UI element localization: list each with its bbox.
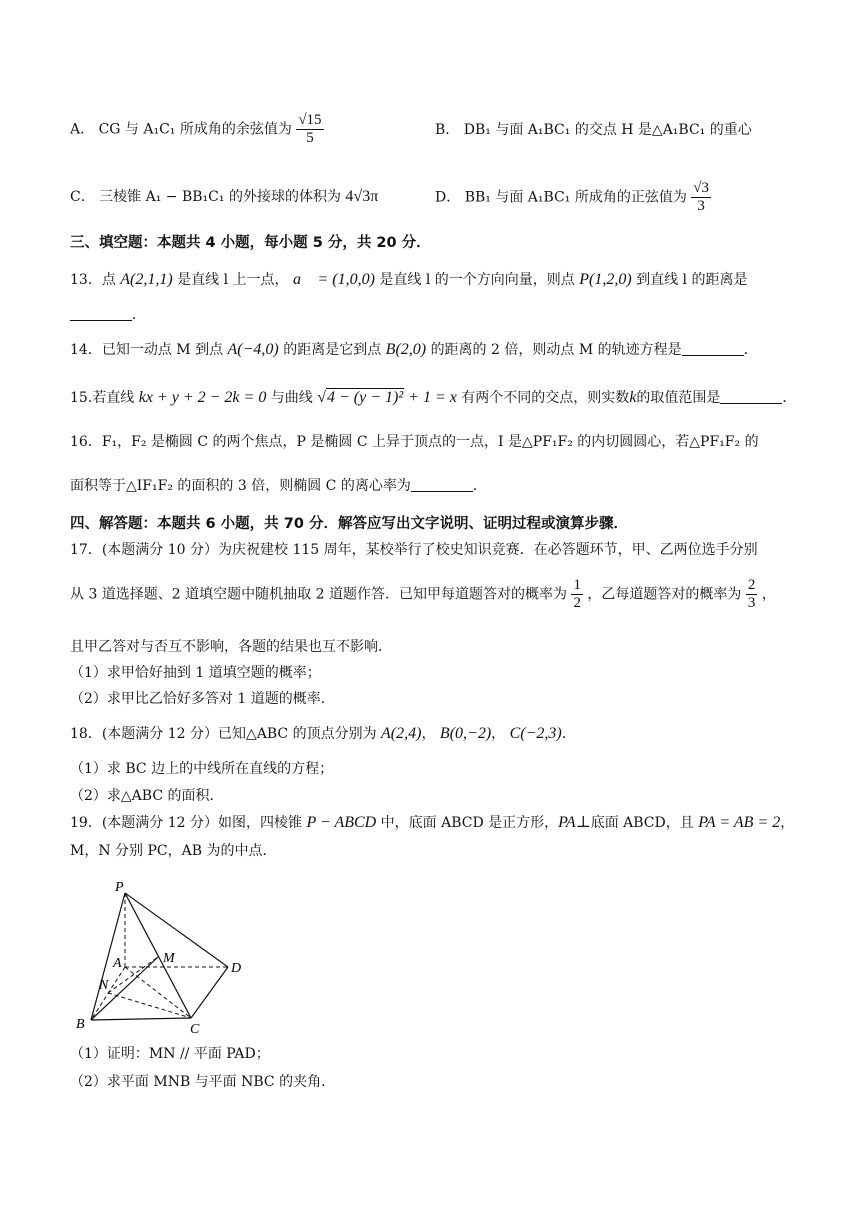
q16-answer-blank[interactable] (411, 477, 473, 492)
q17-fraction-1: $\frac{1}{2}$ (573, 577, 581, 611)
q17-line3: 且甲乙答对与否互不影响，各题的结果也互不影响． (70, 639, 392, 655)
q18-point-a: A(2,4) (381, 725, 422, 742)
label-m: M (163, 951, 175, 966)
option-a-label: A． (70, 121, 95, 138)
q19-part2: （2）求平面 MNB 与平面 NBC 的夹角． (70, 1074, 336, 1090)
q19-part1: （1）证明：MN // 平面 PAD； (70, 1046, 270, 1062)
label-a: A (113, 956, 122, 971)
q13-line2: ． (70, 305, 146, 325)
option-c-value: 4√3π (345, 188, 379, 205)
q13-point-a: A(2,1,1) (120, 271, 173, 288)
q14-answer-blank[interactable] (682, 341, 744, 356)
option-a-text: CG 与 A₁C₁ 所成角的余弦值为 (98, 121, 292, 138)
edge-ac (125, 967, 191, 1018)
label-p: P (115, 880, 124, 895)
q18-point-b: B(0,−2) (439, 725, 492, 742)
edge-cd (191, 967, 228, 1018)
option-d-label: D． (435, 189, 461, 206)
option-c (70, 187, 378, 207)
pyramid-figure (70, 875, 260, 1035)
option-d (435, 180, 711, 215)
q19-line2: M，N 分别 PC，AB 为的中点． (70, 843, 277, 859)
q13-vector: a⃗ = (1,0,0) (293, 271, 375, 288)
label-d: D (231, 961, 242, 976)
q14-line: 14．已知一动点 M 到点 A(−4,0) 的距离是它到点 B(2,0) 的距离的 2 倍，则动点 M 的轨迹方程是 ． (70, 341, 758, 358)
q18-part1: （1）求 BC 边上的中线所在直线的方程； (70, 761, 334, 777)
option-a (70, 112, 324, 147)
q15-answer-blank[interactable] (720, 389, 782, 404)
q14-point-a: A(−4,0) (227, 341, 279, 358)
q18-part2: （2）求△ABC 的面积． (70, 788, 224, 804)
q15-line-eq: kx + y + 2 − 2k = 0 (138, 389, 267, 406)
option-c-text: 三棱锥 A₁ − BB₁C₁ 的外接球的体积为 (99, 189, 341, 205)
label-c: C (190, 1022, 200, 1035)
label-n: N (99, 978, 109, 993)
edge-pd (125, 893, 228, 967)
q15-curve: √4 − (y − 1)² + 1 = x (317, 389, 457, 406)
option-b (435, 120, 752, 140)
q13-point-p: P(1,2,0) (579, 271, 632, 288)
q14-point-b: B(2,0) (385, 341, 427, 358)
edge-nc (108, 993, 191, 1018)
q16-line2: 面积等于△IF₁F₂ 的面积的 3 倍，则椭圆 C 的离心率为 ． (70, 478, 487, 494)
section3-heading: 三、填空题：本题共 4 小题，每小题 5 分，共 20 分． (70, 235, 431, 251)
option-a-fraction: $\frac{√15}{5}$ (298, 112, 322, 146)
q13-answer-blank[interactable] (70, 306, 132, 321)
edge-pc (125, 893, 191, 1018)
label-b: B (76, 1017, 85, 1032)
q19-equation: PA = AB = 2 (698, 814, 781, 831)
q13-line1: 13．点 A(2,1,1) 是直线 l 上一点， a⃗ = (1,0,0) 是直线 l 的一个方向向量，则点 P(1,2,0) 到直线 l 的距离是 (70, 271, 748, 288)
q19-pyramid: P − ABCD (306, 814, 377, 831)
option-d-text: BB₁ 与面 A₁BC₁ 所成角的正弦值为 (464, 189, 687, 206)
q15-line: 15.若直线 kx + y + 2 − 2k = 0 与曲线 √4 − (y − 1)² + 1 = x 有两个不同的交点，则实数k的取值范围是 ． (70, 389, 797, 406)
q17-fraction-2: $\frac{2}{3}$ (747, 577, 756, 611)
q19-line1: 19．(本题满分 12 分）如图，四棱锥 P − ABCD 中，底面 ABCD 是正方形，PA⊥底面 ABCD，且 PA = AB = 2， (70, 814, 795, 831)
option-b-text: DB₁ 与面 A₁BC₁ 的交点 H 是△A₁BC₁ 的重心 (463, 122, 752, 138)
q18-line1: 18．(本题满分 12 分）已知△ABC 的顶点分别为 A(2,4)， B(0,−2)， C(−2,3)． (70, 725, 576, 742)
q16-line1: 16．F₁，F₂ 是椭圆 C 的两个焦点，P 是椭圆 C 上异于顶点的一点，I 是△PF₁F₂ 的内切圆圆心，若△PF₁F₂ 的 (70, 434, 759, 450)
option-d-fraction: $\frac{√3}{3}$ (693, 180, 710, 214)
option-b-label: B． (435, 122, 460, 138)
q17-part2: （2）求甲比乙恰好多答对 1 道题的概率． (70, 691, 335, 707)
q17-part1: （1）求甲恰好抽到 1 道填空题的概率； (70, 665, 321, 681)
option-c-label: C． (70, 189, 95, 205)
edge-bc (91, 1018, 191, 1020)
section4-heading: 四、解答题：本题共 6 小题，共 70 分．解答应写出文字说明、证明过程或演算步骤． (70, 516, 628, 532)
q17-line2: 从 3 道选择题、2 道填空题中随机抽取 2 道题作答．已知甲每道题答对的概率为 $\frac{1}{2}$ ，乙每道题答对的概率为 $\frac{2}{3}$ ， (70, 577, 776, 611)
q18-point-c: C(−2,3) (509, 725, 562, 742)
q17-line1: 17．(本题满分 10 分）为庆祝建校 115 周年，某校举行了校史知识竞赛．在必答题环节，甲、乙两位选手分别 (70, 542, 758, 558)
